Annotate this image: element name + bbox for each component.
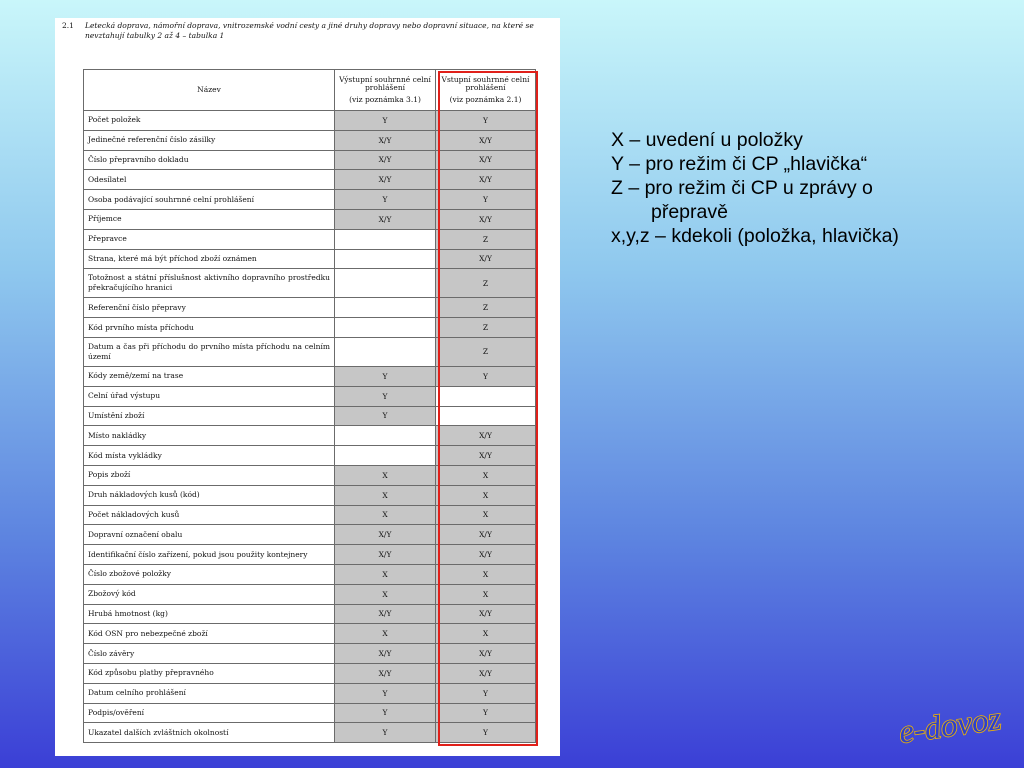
exit-value: Y — [335, 683, 436, 703]
entry-value: X — [436, 505, 536, 525]
table-row — [84, 229, 536, 249]
table-row — [84, 209, 536, 229]
exit-value — [335, 318, 436, 338]
legend-x: X – uvedení u položky — [611, 129, 803, 151]
exit-value: Y — [335, 111, 436, 131]
entry-value: Z — [436, 318, 536, 338]
table-row — [84, 150, 536, 170]
entry-value: Y — [436, 190, 536, 210]
row-name: Ukazatel dalších zvláštních okolností — [84, 723, 335, 743]
row-name: Přepravce — [84, 229, 335, 249]
table-row — [84, 298, 536, 318]
exit-value: X/Y — [335, 150, 436, 170]
entry-value: X — [436, 624, 536, 644]
table-row — [84, 644, 536, 664]
row-name: Strana, které má být příchod zboží oznámen — [84, 249, 335, 269]
entry-value: X/Y — [436, 604, 536, 624]
exit-value: X — [335, 584, 436, 604]
e-dovoz-logo — [892, 690, 1008, 752]
entry-value: X/Y — [436, 446, 536, 466]
table-row — [84, 545, 536, 565]
row-name: Kód způsobu platby přepravného — [84, 663, 335, 683]
table-row — [84, 337, 536, 366]
entry-value: X — [436, 485, 536, 505]
section-heading — [62, 21, 552, 41]
exit-value: X/Y — [335, 663, 436, 683]
exit-value: X — [335, 485, 436, 505]
table-row — [84, 426, 536, 446]
entry-value: Z — [436, 337, 536, 366]
entry-value: Y — [436, 111, 536, 131]
entry-value: Y — [436, 723, 536, 743]
exit-value: X — [335, 505, 436, 525]
table-header-row — [84, 70, 536, 111]
entry-value — [436, 406, 536, 426]
header-entry-note: (viz poznámka 2.1) — [449, 95, 522, 104]
row-name: Podpis/ověření — [84, 703, 335, 723]
row-name: Datum celního prohlášení — [84, 683, 335, 703]
header-name: Název — [84, 70, 335, 111]
entry-value: X/Y — [436, 249, 536, 269]
row-name: Jedinečné referenční číslo zásilky — [84, 130, 335, 150]
legend-y: Y – pro režim či CP „hlavička“ — [611, 153, 868, 175]
exit-value — [335, 426, 436, 446]
table-row — [84, 170, 536, 190]
table-row — [84, 723, 536, 743]
exit-value: X/Y — [335, 644, 436, 664]
entry-value: Z — [436, 269, 536, 298]
row-name: Počet nákladových kusů — [84, 505, 335, 525]
legend-z: Z – pro režim či CP u zprávy o — [611, 177, 873, 199]
exit-value: Y — [335, 406, 436, 426]
row-name: Číslo závěry — [84, 644, 335, 664]
row-name: Celní úřad výstupu — [84, 386, 335, 406]
exit-value: Y — [335, 190, 436, 210]
logo-wordmark: e-dovoz — [896, 701, 1004, 751]
table-row — [84, 465, 536, 485]
exit-value: X/Y — [335, 170, 436, 190]
table-row — [84, 584, 536, 604]
exit-value: Y — [335, 366, 436, 386]
entry-value: X — [436, 564, 536, 584]
row-name: Odesílatel — [84, 170, 335, 190]
row-name: Datum a čas při příchodu do prvního místa příchodu na celním území — [84, 337, 335, 366]
table-row — [84, 406, 536, 426]
exit-value: Y — [335, 723, 436, 743]
row-name: Hrubá hmotnost (kg) — [84, 604, 335, 624]
header-exit-declaration — [335, 70, 436, 111]
row-name: Kód prvního místa příchodu — [84, 318, 335, 338]
row-name: Popis zboží — [84, 465, 335, 485]
section-title: Letecká doprava, námořní doprava, vnitrozemské vodní cesty a jiné druhy dopravy nebo dopravní situace, na které se nevztahují tabulky 2 až 4 – tabulka 1 — [85, 21, 534, 40]
entry-value: Z — [436, 298, 536, 318]
row-name: Kódy země/zemí na trase — [84, 366, 335, 386]
entry-value: X/Y — [436, 170, 536, 190]
exit-value: Y — [335, 703, 436, 723]
legend — [611, 128, 1011, 248]
table-row — [84, 130, 536, 150]
exit-value: Y — [335, 386, 436, 406]
row-name: Druh nákladových kusů (kód) — [84, 485, 335, 505]
table-row — [84, 604, 536, 624]
row-name: Dopravní označení obalu — [84, 525, 335, 545]
entry-value: X/Y — [436, 663, 536, 683]
row-name: Číslo zbožové položky — [84, 564, 335, 584]
exit-value — [335, 269, 436, 298]
exit-value: X/Y — [335, 130, 436, 150]
entry-value: Y — [436, 683, 536, 703]
table-row — [84, 446, 536, 466]
table-row — [84, 663, 536, 683]
row-name: Místo nakládky — [84, 426, 335, 446]
row-name: Počet položek — [84, 111, 335, 131]
entry-value: X/Y — [436, 209, 536, 229]
table-row — [84, 525, 536, 545]
row-name: Referenční číslo přepravy — [84, 298, 335, 318]
entry-value: X/Y — [436, 545, 536, 565]
row-name: Kód místa vykládky — [84, 446, 335, 466]
entry-value: X/Y — [436, 644, 536, 664]
entry-value: X/Y — [436, 525, 536, 545]
entry-value: X/Y — [436, 150, 536, 170]
table-row — [84, 269, 536, 298]
exit-value — [335, 298, 436, 318]
exit-value: X/Y — [335, 525, 436, 545]
entry-value: X/Y — [436, 130, 536, 150]
header-exit-note: (viz poznámka 3.1) — [349, 95, 421, 104]
table-row — [84, 366, 536, 386]
exit-value: X/Y — [335, 545, 436, 565]
table-row — [84, 485, 536, 505]
row-name: Umístění zboží — [84, 406, 335, 426]
header-entry-label: Vstupní souhrnné celní prohlášení — [441, 75, 530, 92]
table-row — [84, 318, 536, 338]
entry-value: X/Y — [436, 426, 536, 446]
section-number: 2.1 — [62, 21, 74, 30]
data-elements-table — [83, 69, 536, 743]
document-page — [55, 18, 560, 756]
table-body — [84, 111, 536, 743]
exit-value: X/Y — [335, 604, 436, 624]
table-row — [84, 703, 536, 723]
entry-value: Y — [436, 703, 536, 723]
row-name: Osoba podávající souhrnné celní prohlášení — [84, 190, 335, 210]
row-name: Totožnost a státní příslušnost aktivního dopravního prostředku překračujícího hranici — [84, 269, 335, 298]
header-entry-declaration — [436, 70, 536, 111]
table-row — [84, 505, 536, 525]
exit-value: X — [335, 564, 436, 584]
entry-value — [436, 386, 536, 406]
exit-value — [335, 249, 436, 269]
row-name: Zbožový kód — [84, 584, 335, 604]
exit-value — [335, 337, 436, 366]
table-row — [84, 111, 536, 131]
exit-value: X/Y — [335, 209, 436, 229]
table-row — [84, 624, 536, 644]
entry-value: X — [436, 584, 536, 604]
legend-z-continued: přepravě — [651, 201, 728, 223]
exit-value: X — [335, 465, 436, 485]
exit-value — [335, 229, 436, 249]
row-name: Identifikační číslo zařízení, pokud jsou použity kontejnery — [84, 545, 335, 565]
exit-value: X — [335, 624, 436, 644]
table-row — [84, 249, 536, 269]
row-name: Kód OSN pro nebezpečné zboží — [84, 624, 335, 644]
row-name: Příjemce — [84, 209, 335, 229]
table-row — [84, 683, 536, 703]
header-exit-label: Výstupní souhrnné celní prohlášení — [339, 75, 431, 92]
entry-value: Y — [436, 366, 536, 386]
table-row — [84, 564, 536, 584]
table-row — [84, 386, 536, 406]
table-row — [84, 190, 536, 210]
entry-value: Z — [436, 229, 536, 249]
row-name: Číslo přepravního dokladu — [84, 150, 335, 170]
legend-xyz: x,y,z – kdekoli (položka, hlavička) — [611, 225, 899, 247]
exit-value — [335, 446, 436, 466]
entry-value: X — [436, 465, 536, 485]
